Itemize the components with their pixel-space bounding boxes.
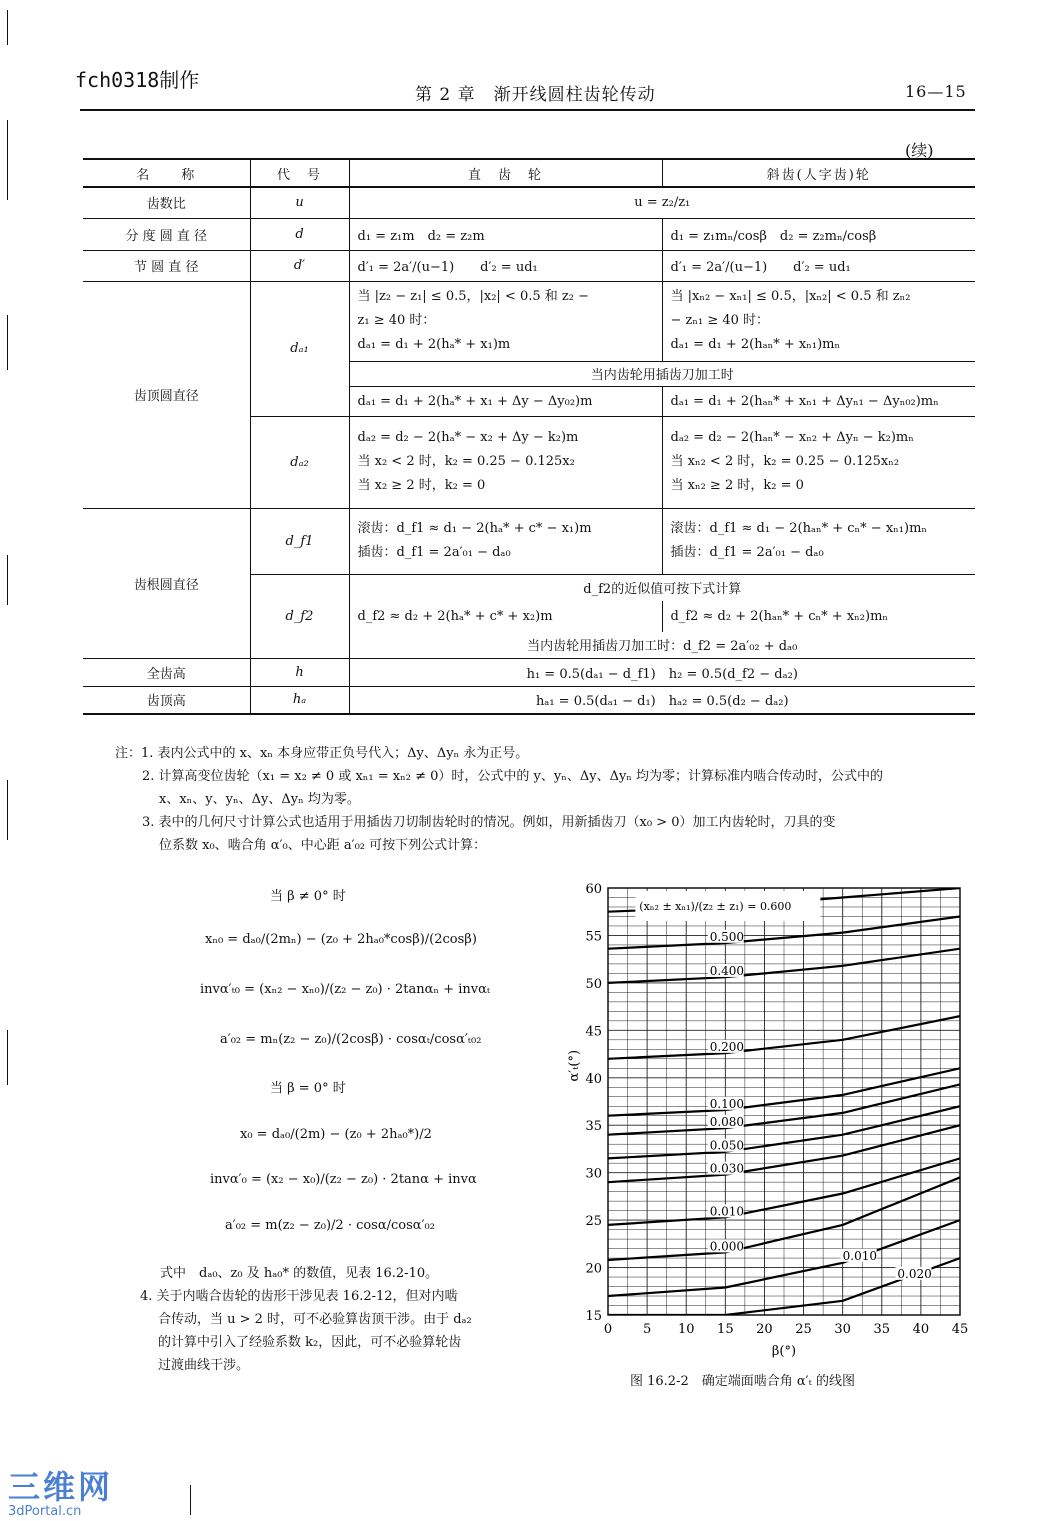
formula-line: 插齿：d_f1 = 2a′₀₁ − dₐ₀ xyxy=(357,545,511,560)
y-tick-label: 50 xyxy=(585,976,602,992)
formula-line: 插齿：d_f1 = 2a′₀₁ − dₐ₀ xyxy=(670,545,824,560)
header-rule xyxy=(80,109,975,111)
x-tick-label: 15 xyxy=(717,1322,734,1337)
formula-line: dₐ₁ = d₁ + 2(hₐₙ* + xₙ₁)mₙ xyxy=(670,337,841,352)
spur-formula: d₁ = z₁m d₂ = z₂m xyxy=(349,218,662,250)
note-4 xyxy=(140,1285,540,1377)
x-tick-label: 0 xyxy=(603,1322,613,1337)
scan-edge-mark xyxy=(7,315,8,370)
scan-edge-mark xyxy=(7,1030,8,1085)
row-code: d_f1 xyxy=(250,508,349,574)
spur-formula xyxy=(349,281,662,361)
table-row xyxy=(83,218,975,250)
chart-labels xyxy=(635,891,931,1281)
formula-line: z₁ ≥ 40 时： xyxy=(357,313,436,328)
x-tick-label: 45 xyxy=(951,1322,969,1337)
col-header-code: 代 号 xyxy=(250,159,349,187)
formula-a02-spur: a′₀₂ = m(z₂ − z₀)/2 · cosα/cosα′₀₂ xyxy=(225,1218,435,1233)
scan-edge-mark xyxy=(7,780,8,840)
row-code: d xyxy=(250,218,349,250)
curve-label: 0.500 xyxy=(709,929,745,944)
formula-line: dₐ₁ = d₁ + 2(hₐ* + x₁)m xyxy=(357,337,511,352)
table-header-row xyxy=(83,159,975,187)
y-tick-label: 45 xyxy=(585,1024,602,1040)
curve-label: 0.030 xyxy=(709,1161,745,1176)
curve-label: 0.100 xyxy=(709,1096,745,1111)
table-row xyxy=(83,508,975,574)
curve-label: 0.200 xyxy=(709,1039,745,1054)
y-tick-label: 30 xyxy=(585,1166,602,1182)
curve-label: 0.020 xyxy=(897,1266,932,1281)
continued-mark: (续) xyxy=(905,141,934,160)
note-2-cont: x、xₙ、y、yₙ、Δy、Δyₙ 均为零。 xyxy=(159,792,360,807)
y-tick-label: 40 xyxy=(585,1071,602,1087)
formula-line: 当 x₂ < 2 时，k₂ = 0.25 − 0.125x₂ xyxy=(357,454,575,469)
table-row xyxy=(83,686,975,714)
row-code: dₐ₂ xyxy=(250,416,349,508)
x-tick-label: 10 xyxy=(677,1322,695,1337)
spur-formula: dₐ₁ = d₁ + 2(hₐ* + x₁ + Δy − Δy₀₂)m xyxy=(349,386,662,416)
x-tick-label: 40 xyxy=(912,1322,930,1337)
x-tick-label: 30 xyxy=(834,1322,851,1337)
formula-a02-helical: a′₀₂ = mₙ(z₂ − z₀)/(2cosβ) · cosαₜ/cosα′ₜ₀₂ xyxy=(220,1032,482,1047)
legend-formula: (xₙ₂ ± xₙ₁)/(z₂ ± z₁) = 0.600 xyxy=(639,900,792,913)
y-axis-label: α′ₜ(°) xyxy=(567,1049,582,1082)
shaper-label: 当内齿轮用插齿刀加工时 xyxy=(349,361,975,386)
scan-edge-mark xyxy=(190,1485,191,1515)
formula-line: 当 |z₂ − z₁| ≤ 0.5，|x₂| < 0.5 和 z₂ − xyxy=(357,289,589,304)
spur-formula xyxy=(349,416,662,508)
row-formula: hₐ₁ = 0.5(dₐ₁ − d₁) hₐ₂ = 0.5(d₂ − dₐ₂) xyxy=(349,686,975,714)
formula-inv-alpha-t0: invα′ₜ₀ = (xₙ₂ − xₙ₀)/(z₂ − z₀) · 2tanαₙ + invαₜ xyxy=(200,982,491,997)
formula-line: 滚齿：d_f1 ≈ d₁ − 2(hₐₙ* + cₙ* − xₙ₁)mₙ xyxy=(670,521,928,536)
note-1: 注：1. 表内公式中的 x、xₙ 本身应带正负号代入；Δy、Δyₙ 永为正号。 xyxy=(115,746,529,761)
curve-label: 0.000 xyxy=(709,1239,745,1254)
table-row xyxy=(83,187,975,218)
y-tick-label: 60 xyxy=(585,882,602,897)
x-tick-label: 25 xyxy=(795,1322,812,1337)
spur-formula xyxy=(349,508,662,574)
maker-label: fch0318制作 xyxy=(75,68,200,92)
note-4-line: 过渡曲线干涉。 xyxy=(158,1358,250,1373)
condition-spur: 当 β = 0° 时 xyxy=(270,1081,346,1096)
y-tick-label: 35 xyxy=(585,1119,602,1135)
alpha-t-chart xyxy=(567,870,990,1365)
note-4-line: 合传动，当 u > 2 时，可不必验算齿顶干涉。由于 dₐ₂ xyxy=(158,1312,472,1327)
formula-xn0: xₙ₀ = dₐ₀/(2mₙ) − (z₀ + 2hₐ₀*cosβ)/(2cosβ) xyxy=(205,932,477,947)
row-name: 节 圆 直 径 xyxy=(83,250,250,281)
table-notes xyxy=(115,742,985,857)
row-name: 齿顶圆直径 xyxy=(83,281,250,508)
watermark-logo xyxy=(8,1462,113,1519)
note-2: 2. 计算高变位齿轮（x₁ = x₂ ≠ 0 或 xₙ₁ = xₙ₂ ≠ 0）时，公式中的 y、yₙ、Δy、Δyₙ 均为零；计算标准内啮合传动时，公式中的 xyxy=(142,769,884,784)
table-row xyxy=(83,281,975,361)
note-4-line: 的计算中引入了经验系数 k₂，因此，可不必验算轮齿 xyxy=(158,1335,462,1350)
curve-label: 0.050 xyxy=(709,1138,745,1153)
x-tick-label: 5 xyxy=(642,1322,652,1337)
formula-line: 当 xₙ₂ ≥ 2 时，k₂ = 0 xyxy=(670,478,804,493)
scan-edge-mark xyxy=(7,555,8,605)
helical-formula xyxy=(662,281,975,361)
y-tick-label: 55 xyxy=(585,929,602,945)
approx-label: d_f2的近似值可按下式计算 xyxy=(349,574,975,601)
condition-helical: 当 β ≠ 0° 时 xyxy=(270,889,346,904)
table-row xyxy=(83,250,975,281)
helical-formula: d₁ = z₁mₙ/cosβ d₂ = z₂mₙ/cosβ xyxy=(662,218,975,250)
formula-inv-alpha0: invα′₀ = (x₂ − x₀)/(z₂ − z₀) · 2tanα + invα xyxy=(210,1172,477,1187)
row-code: dₐ₁ xyxy=(250,281,349,416)
note-3-cont: 位系数 x₀、啮合角 α′₀、中心距 a′₀₂ 可按下列公式计算： xyxy=(159,838,487,853)
formula-line: 当 x₂ ≥ 2 时，k₂ = 0 xyxy=(357,478,486,493)
helical-formula: d′₁ = 2a′/(u−1) d′₂ = ud₁ xyxy=(662,250,975,281)
table-row xyxy=(83,658,975,686)
formula-x0: x₀ = dₐ₀/(2m) − (z₀ + 2hₐ₀*)/2 xyxy=(240,1127,432,1142)
spur-formula: d′₁ = 2a′/(u−1) d′₂ = ud₁ xyxy=(349,250,662,281)
row-name: 齿数比 xyxy=(83,187,250,218)
row-code: h xyxy=(250,658,349,686)
row-code: d_f2 xyxy=(250,574,349,658)
note-4-line: 4. 关于内啮合齿轮的齿形干涉见表 16.2-12，但对内啮 xyxy=(140,1289,458,1304)
curve-label: 0.010 xyxy=(842,1248,878,1263)
col-header-helical: 斜齿(人字齿)轮 xyxy=(662,159,975,187)
row-formula: u = z₂/z₁ xyxy=(349,187,975,218)
spur-formula: d_f2 ≈ d₂ + 2(hₐ* + c* + x₂)m xyxy=(349,601,662,632)
scan-edge-mark xyxy=(7,10,8,45)
formula-line: 滚齿：d_f1 ≈ d₁ − 2(hₐ* + c* − x₁)m xyxy=(357,521,592,536)
row-name: 齿根圆直径 xyxy=(83,508,250,658)
note-3: 3. 表中的几何尺寸计算公式也适用于用插齿刀切制齿轮时的情况。例如，用新插齿刀（x₀ > 0）加工内齿轮时，刀具的变 xyxy=(142,815,836,830)
col-header-spur: 直 齿 轮 xyxy=(349,159,662,187)
formula-line: 当 |xₙ₂ − xₙ₁| ≤ 0.5，|xₙ₂| < 0.5 和 zₙ₂ xyxy=(670,289,911,304)
row-name: 齿顶高 xyxy=(83,686,250,714)
formula-line: dₐ₂ = d₂ − 2(hₐₙ* − xₙ₂ + Δyₙ − k₂)mₙ xyxy=(670,430,914,445)
row-formula: h₁ = 0.5(dₐ₁ − d_f1) h₂ = 0.5(d_f2 − dₐ₂) xyxy=(349,658,975,686)
watermark-url: 3dPortal.cn xyxy=(8,1504,82,1519)
x-tick-label: 20 xyxy=(756,1322,773,1337)
helical-formula: d_f2 ≈ d₂ + 2(hₐₙ* + cₙ* + xₙ₂)mₙ xyxy=(662,601,975,632)
row-code: d′ xyxy=(250,250,349,281)
curve-label: 0.010 xyxy=(709,1204,745,1219)
watermark-text: 三维网 xyxy=(8,1468,114,1506)
col-header-name: 名 称 xyxy=(83,159,250,187)
x-tick-label: 35 xyxy=(873,1322,891,1337)
curve-label: 0.400 xyxy=(709,963,745,978)
shaper-formula: 当内齿轮用插齿刀加工时：d_f2 = 2a′₀₂ + dₐ₀ xyxy=(349,632,975,658)
formula-line: − zₙ₁ ≥ 40 时： xyxy=(670,313,770,328)
gear-geometry-table xyxy=(83,158,975,715)
curve-label: 0.080 xyxy=(709,1114,745,1129)
x-axis-label: β(°) xyxy=(771,1344,797,1359)
figure-caption: 图 16.2-2 确定端面啮合角 α′ₜ 的线图 xyxy=(630,1374,855,1389)
y-tick-label: 25 xyxy=(585,1214,602,1230)
row-name: 分 度 圆 直 径 xyxy=(83,218,250,250)
formula-line: dₐ₂ = d₂ − 2(hₐ* − x₂ + Δy − k₂)m xyxy=(357,430,579,445)
y-tick-label: 20 xyxy=(585,1261,602,1277)
where-note: 式中 dₐ₀、z₀ 及 hₐ₀* 的数值，见表 16.2-10。 xyxy=(160,1266,439,1281)
row-code: u xyxy=(250,187,349,218)
scan-edge-mark xyxy=(7,120,8,200)
row-name: 全齿高 xyxy=(83,658,250,686)
chapter-title: 第 2 章 渐开线圆柱齿轮传动 xyxy=(415,85,656,105)
formula-line: 当 xₙ₂ < 2 时，k₂ = 0.25 − 0.125xₙ₂ xyxy=(670,454,900,469)
page-number: 16—15 xyxy=(905,82,967,101)
y-tick-label: 15 xyxy=(585,1309,602,1324)
row-code: hₐ xyxy=(250,686,349,714)
helical-formula xyxy=(662,416,975,508)
helical-formula xyxy=(662,508,975,574)
helical-formula: dₐ₁ = d₁ + 2(hₐₙ* + xₙ₁ + Δyₙ₁ − Δyₙ₀₂)mₙ xyxy=(662,386,975,416)
